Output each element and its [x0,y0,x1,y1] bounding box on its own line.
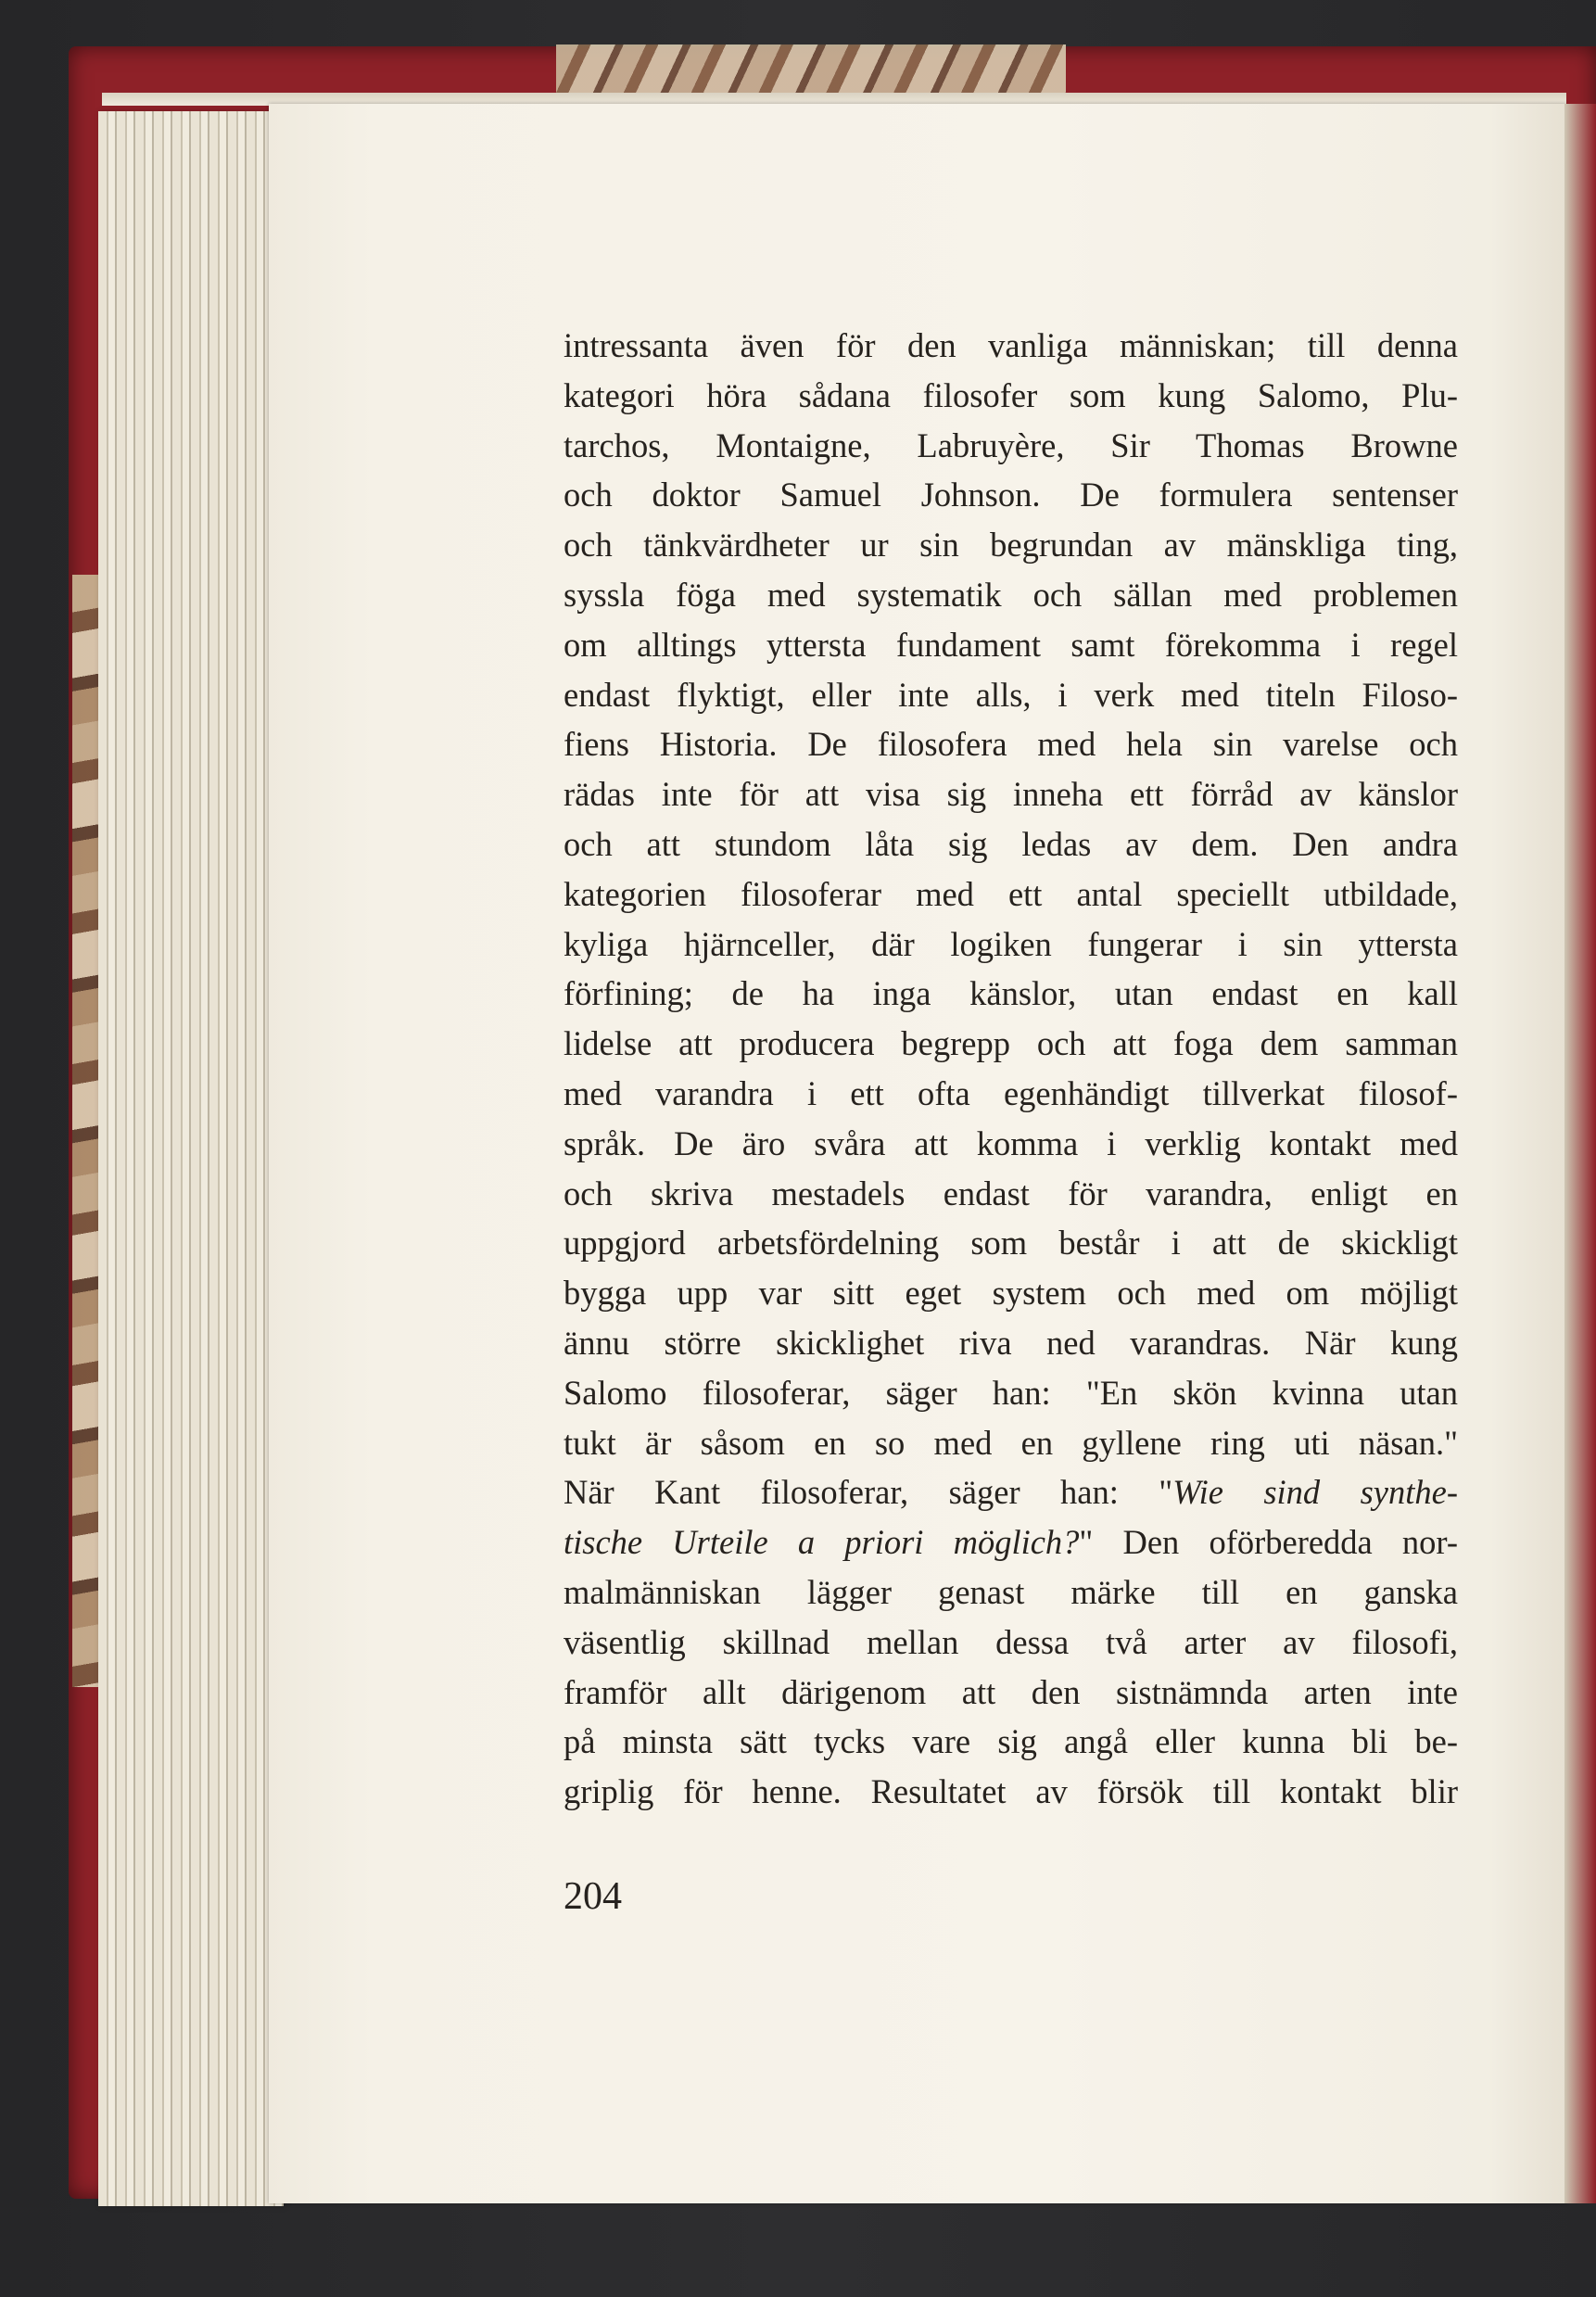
text-line: tukt är såsom en so med en gyllene ring uti näsan." [564,1423,1458,1462]
text-line: förfining; de ha inga känslor, utan endast en kall [564,974,1458,1013]
italic-quote: tische Urteile a priori möglich? [564,1523,1080,1562]
text-line: och doktor Samuel Johnson. De formulera sentenser [564,476,1458,514]
text-line: kategori höra sådana filosofer som kung Salomo, Plu- [564,375,1458,414]
text-line: om alltings yttersta fundament samt förekomma i regel [564,625,1458,664]
text-line: språk. De äro svåra att komma i verklig kontakt med [564,1123,1458,1162]
text-line: rädas inte för att visa sig inneha ett förråd av känslor [564,775,1458,814]
text-line: bygga upp var sitt eget system och med om möjligt [564,1274,1458,1313]
text-segment: " Den oförberedda nor- [1079,1523,1458,1562]
page-number: 204 [564,1875,622,1918]
body-text [564,321,1458,1817]
text-line: malmänniskan lägger genast märke till en ganska [564,1572,1458,1611]
text-line: framför allt därigenom att den sistnämnda arten inte [564,1672,1458,1711]
italic-quote: Wie sind synthe- [1172,1473,1459,1512]
text-line: Salomo filosoferar, säger han: "En skön kvinna utan [564,1373,1458,1412]
text-line: kategorien filosoferar med ett antal speciellt utbildade, [564,874,1458,913]
text-line: tarchos, Montaigne, Labruyère, Sir Thomas Browne [564,425,1458,464]
text-line: griplig för henne. Resultatet av försök till kontakt blir [564,1772,1458,1811]
text-line: endast flyktigt, eller inte alls, i verk med titeln Filoso- [564,675,1458,714]
text-segment: När Kant filosoferar, säger han: " [564,1473,1173,1512]
text-line: och att stundom låta sig ledas av dem. Den andra [564,824,1458,863]
page-right-edge [1564,104,1596,2203]
text-line: lidelse att producera begrepp och att foga dem samman [564,1024,1458,1063]
text-line: med varandra i ett ofta egenhändigt tillverkat filosof- [564,1073,1458,1112]
text-line: och tänkvärdheter ur sin begrundan av mänskliga ting, [564,526,1458,565]
marbled-endpaper-top [556,44,1066,100]
text-line: fiens Historia. De filosofera med hela sin varelse och [564,725,1458,764]
text-line [564,1467,1458,1517]
text-line: på minsta sätt tycks vare sig angå eller kunna bli be- [564,1722,1458,1761]
text-line: ännu större skicklighet riva ned varandras. När kung [564,1323,1458,1362]
text-line: och skriva mestadels endast för varandra, enligt en [564,1174,1458,1212]
text-line [564,1517,1458,1567]
text-line: intressanta även för den vanliga människan; till denna [564,326,1458,364]
text-line: kyliga hjärnceller, där logiken fungerar i sin yttersta [564,924,1458,963]
text-line: väsentlig skillnad mellan dessa två arter av filosofi, [564,1622,1458,1661]
text-line: uppgjord arbetsfördelning som består i att de skickligt [564,1224,1458,1263]
page-edges-stack [98,111,284,2206]
text-line: syssla föga med systematik och sällan med problemen [564,575,1458,614]
